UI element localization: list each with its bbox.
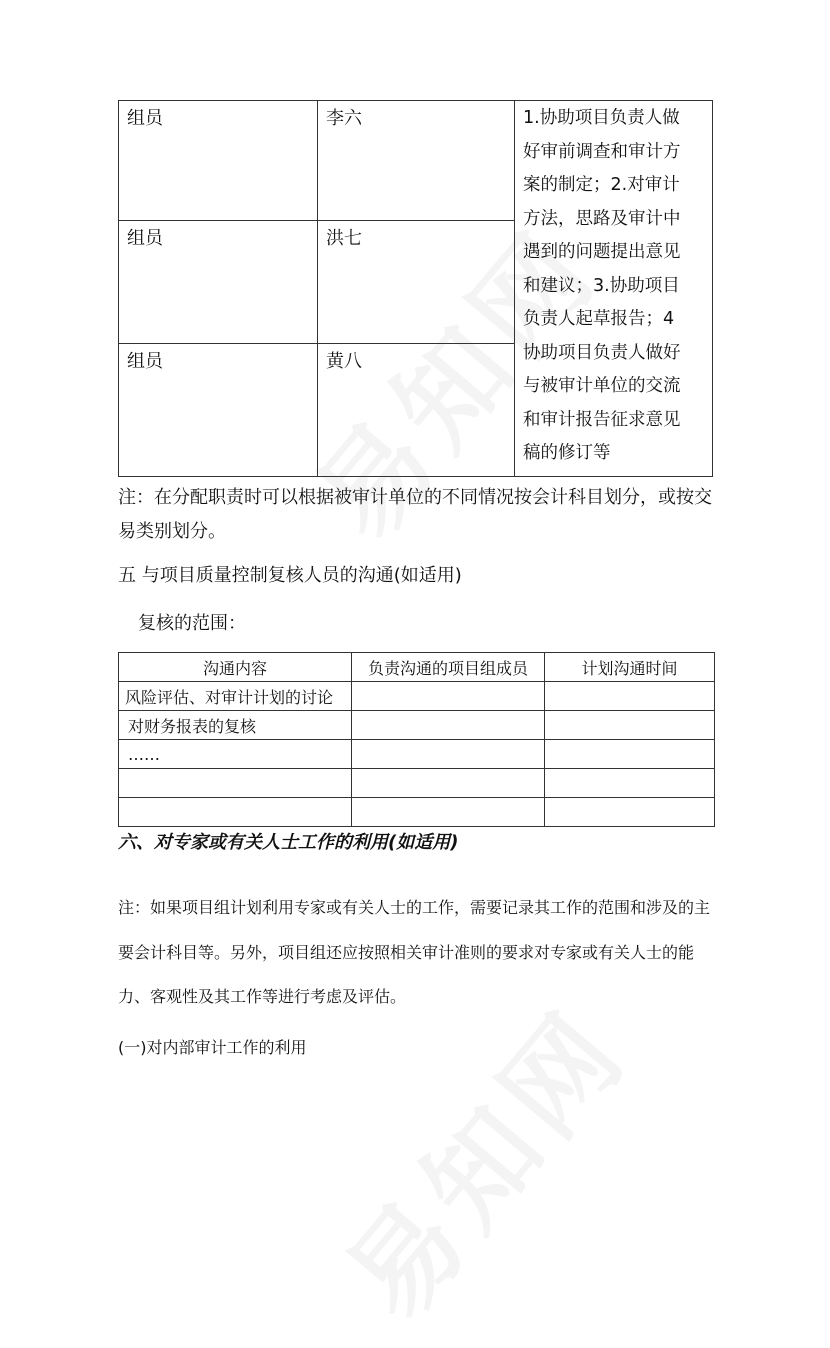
column-header: 沟通内容 bbox=[119, 653, 352, 682]
assignment-note: 注：在分配职责时可以根据被审计单位的不同情况按会计科目划分，或按交易类别划分。 bbox=[118, 487, 712, 542]
review-scope-label: 复核的范围： bbox=[138, 613, 246, 634]
table-cell bbox=[545, 798, 715, 827]
table-cell bbox=[545, 682, 715, 711]
table-row bbox=[119, 769, 715, 798]
table-row bbox=[119, 798, 715, 827]
table-cell bbox=[119, 769, 352, 798]
table-row bbox=[119, 711, 715, 740]
duty-line: 案的制定；2.对审计 bbox=[523, 175, 680, 195]
duty-line: 方法，思路及审计中 bbox=[523, 208, 681, 229]
role-cell: 组员 bbox=[119, 101, 318, 221]
table-cell bbox=[119, 798, 352, 827]
experts-note: 注：如果项目组计划利用专家或有关人士的工作，需要记录其工作的范围和涉及的主要会计科目等。另外，项目组还应按照相关审计准则的要求对专家或有关人士的能力、客观性及其工作等进行考虑及评估。 bbox=[118, 898, 711, 1006]
table-row bbox=[119, 682, 715, 711]
duty-line: 遇到的问题提出意见 bbox=[523, 242, 681, 262]
member-name-cell: 洪七 bbox=[318, 221, 515, 344]
table-cell bbox=[352, 769, 545, 798]
duty-line: 和审计报告征求意见 bbox=[523, 409, 681, 430]
table-cell bbox=[545, 740, 715, 769]
role-cell: 组员 bbox=[119, 221, 318, 344]
communication-table bbox=[118, 652, 715, 827]
table-cell: …… bbox=[119, 740, 352, 769]
duty-line: 协助项目负责人做好 bbox=[523, 342, 681, 363]
table-cell bbox=[352, 740, 545, 769]
duty-line: 1.协助项目负责人做 bbox=[523, 108, 680, 128]
table-cell: 风险评估、对审计计划的讨论 bbox=[119, 682, 352, 711]
table-row bbox=[119, 101, 713, 221]
table-cell: 对财务报表的复核 bbox=[119, 711, 352, 740]
table-cell bbox=[352, 711, 545, 740]
member-name-cell: 黄八 bbox=[318, 344, 515, 477]
duties-cell bbox=[515, 101, 713, 477]
table-row bbox=[119, 740, 715, 769]
table-cell bbox=[352, 798, 545, 827]
table-cell bbox=[545, 711, 715, 740]
roles-table bbox=[118, 100, 713, 477]
member-name-cell: 李六 bbox=[318, 101, 515, 221]
duty-line: 负责人起草报告；4 bbox=[523, 309, 675, 329]
section-6-heading: 六、对专家或有关人士工作的利用(如适用) bbox=[118, 832, 459, 853]
duty-line: 好审前调查和审计方 bbox=[523, 141, 681, 162]
subsection-internal-audit: (一)对内部审计工作的利用 bbox=[118, 1038, 307, 1057]
section-5-heading: 五 与项目质量控制复核人员的沟通(如适用) bbox=[118, 565, 462, 586]
duty-line: 与被审计单位的交流 bbox=[523, 376, 681, 396]
duty-line: 和建议；3.协助项目 bbox=[523, 275, 680, 296]
table-cell bbox=[545, 769, 715, 798]
duty-line: 稿的修订等 bbox=[523, 443, 611, 463]
watermark-bottom bbox=[304, 970, 656, 1347]
column-header: 计划沟通时间 bbox=[545, 653, 715, 682]
role-cell: 组员 bbox=[119, 344, 318, 477]
table-header-row bbox=[119, 653, 715, 682]
table-cell bbox=[352, 682, 545, 711]
column-header: 负责沟通的项目组成员 bbox=[352, 653, 545, 682]
